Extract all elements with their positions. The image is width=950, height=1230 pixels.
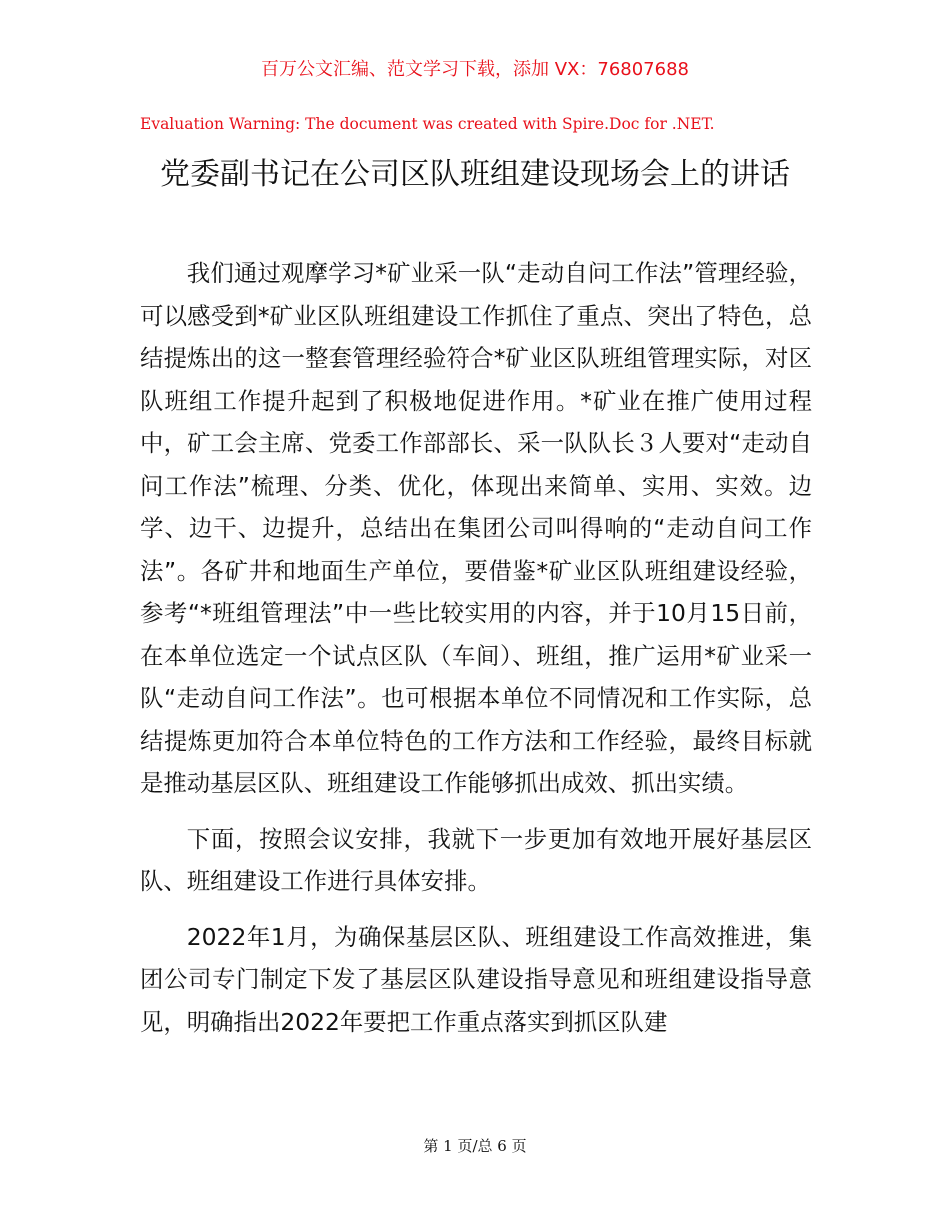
- document-body: [140, 252, 812, 1043]
- page-indicator: 第 1 页/总 6 页: [423, 1137, 527, 1155]
- paragraph-3: 2022年1月，为确保基层区队、班组建设工作高效推进，集团公司专门制定下发了基层区队建设指导意见和班组建设指导意见，明确指出2022年要把工作重点落实到抓区队建: [140, 922, 812, 1036]
- document-title: 党委副书记在公司区队班组建设现场会上的讲话: [160, 157, 790, 192]
- paragraph-1: 我们通过观摩学习*矿业采一队“走动自问工作法”管理经验，可以感受到*矿业区队班组建设工作抓住了重点、突出了特色，总结提炼出的这一整套管理经验符合*矿业区队班组管理实际，对区队班组工作提升起到了积极地促进作用。*矿业在推广使用过程中，矿工会主席、党委工作部部长、采一队队长３人要对“走动自问工作法”梳理、分类、优化，体现出来简单、实用、实效。边学、边干、边提升，总结出在集团公司叫得响的“走动自问工作法”。各矿井和地面生产单位，要借鉴*矿业区队班组建设经验，参考“*班组管理法”中一些比较实用的内容，并于10月15日前，在本单位选定一个试点区队（车间）、班组，推广运用*矿业采一队“走动自问工作法”。也可根据本单位不同情况和工作实际，总结提炼更加符合本单位特色的工作方法和工作经验，最终目标就是推动基层区队、班组建设工作能够抓出成效、抓出实绩。: [140, 259, 812, 797]
- paragraph-2: 下面，按照会议安排，我就下一步更加有效地开展好基层区队、班组建设工作进行具体安排。: [140, 824, 812, 895]
- header-banner: 百万公文汇编、范文学习下载，添加 VX：76807688: [261, 59, 689, 80]
- evaluation-warning: Evaluation Warning: The document was created with Spire.Doc for .NET.: [140, 115, 715, 133]
